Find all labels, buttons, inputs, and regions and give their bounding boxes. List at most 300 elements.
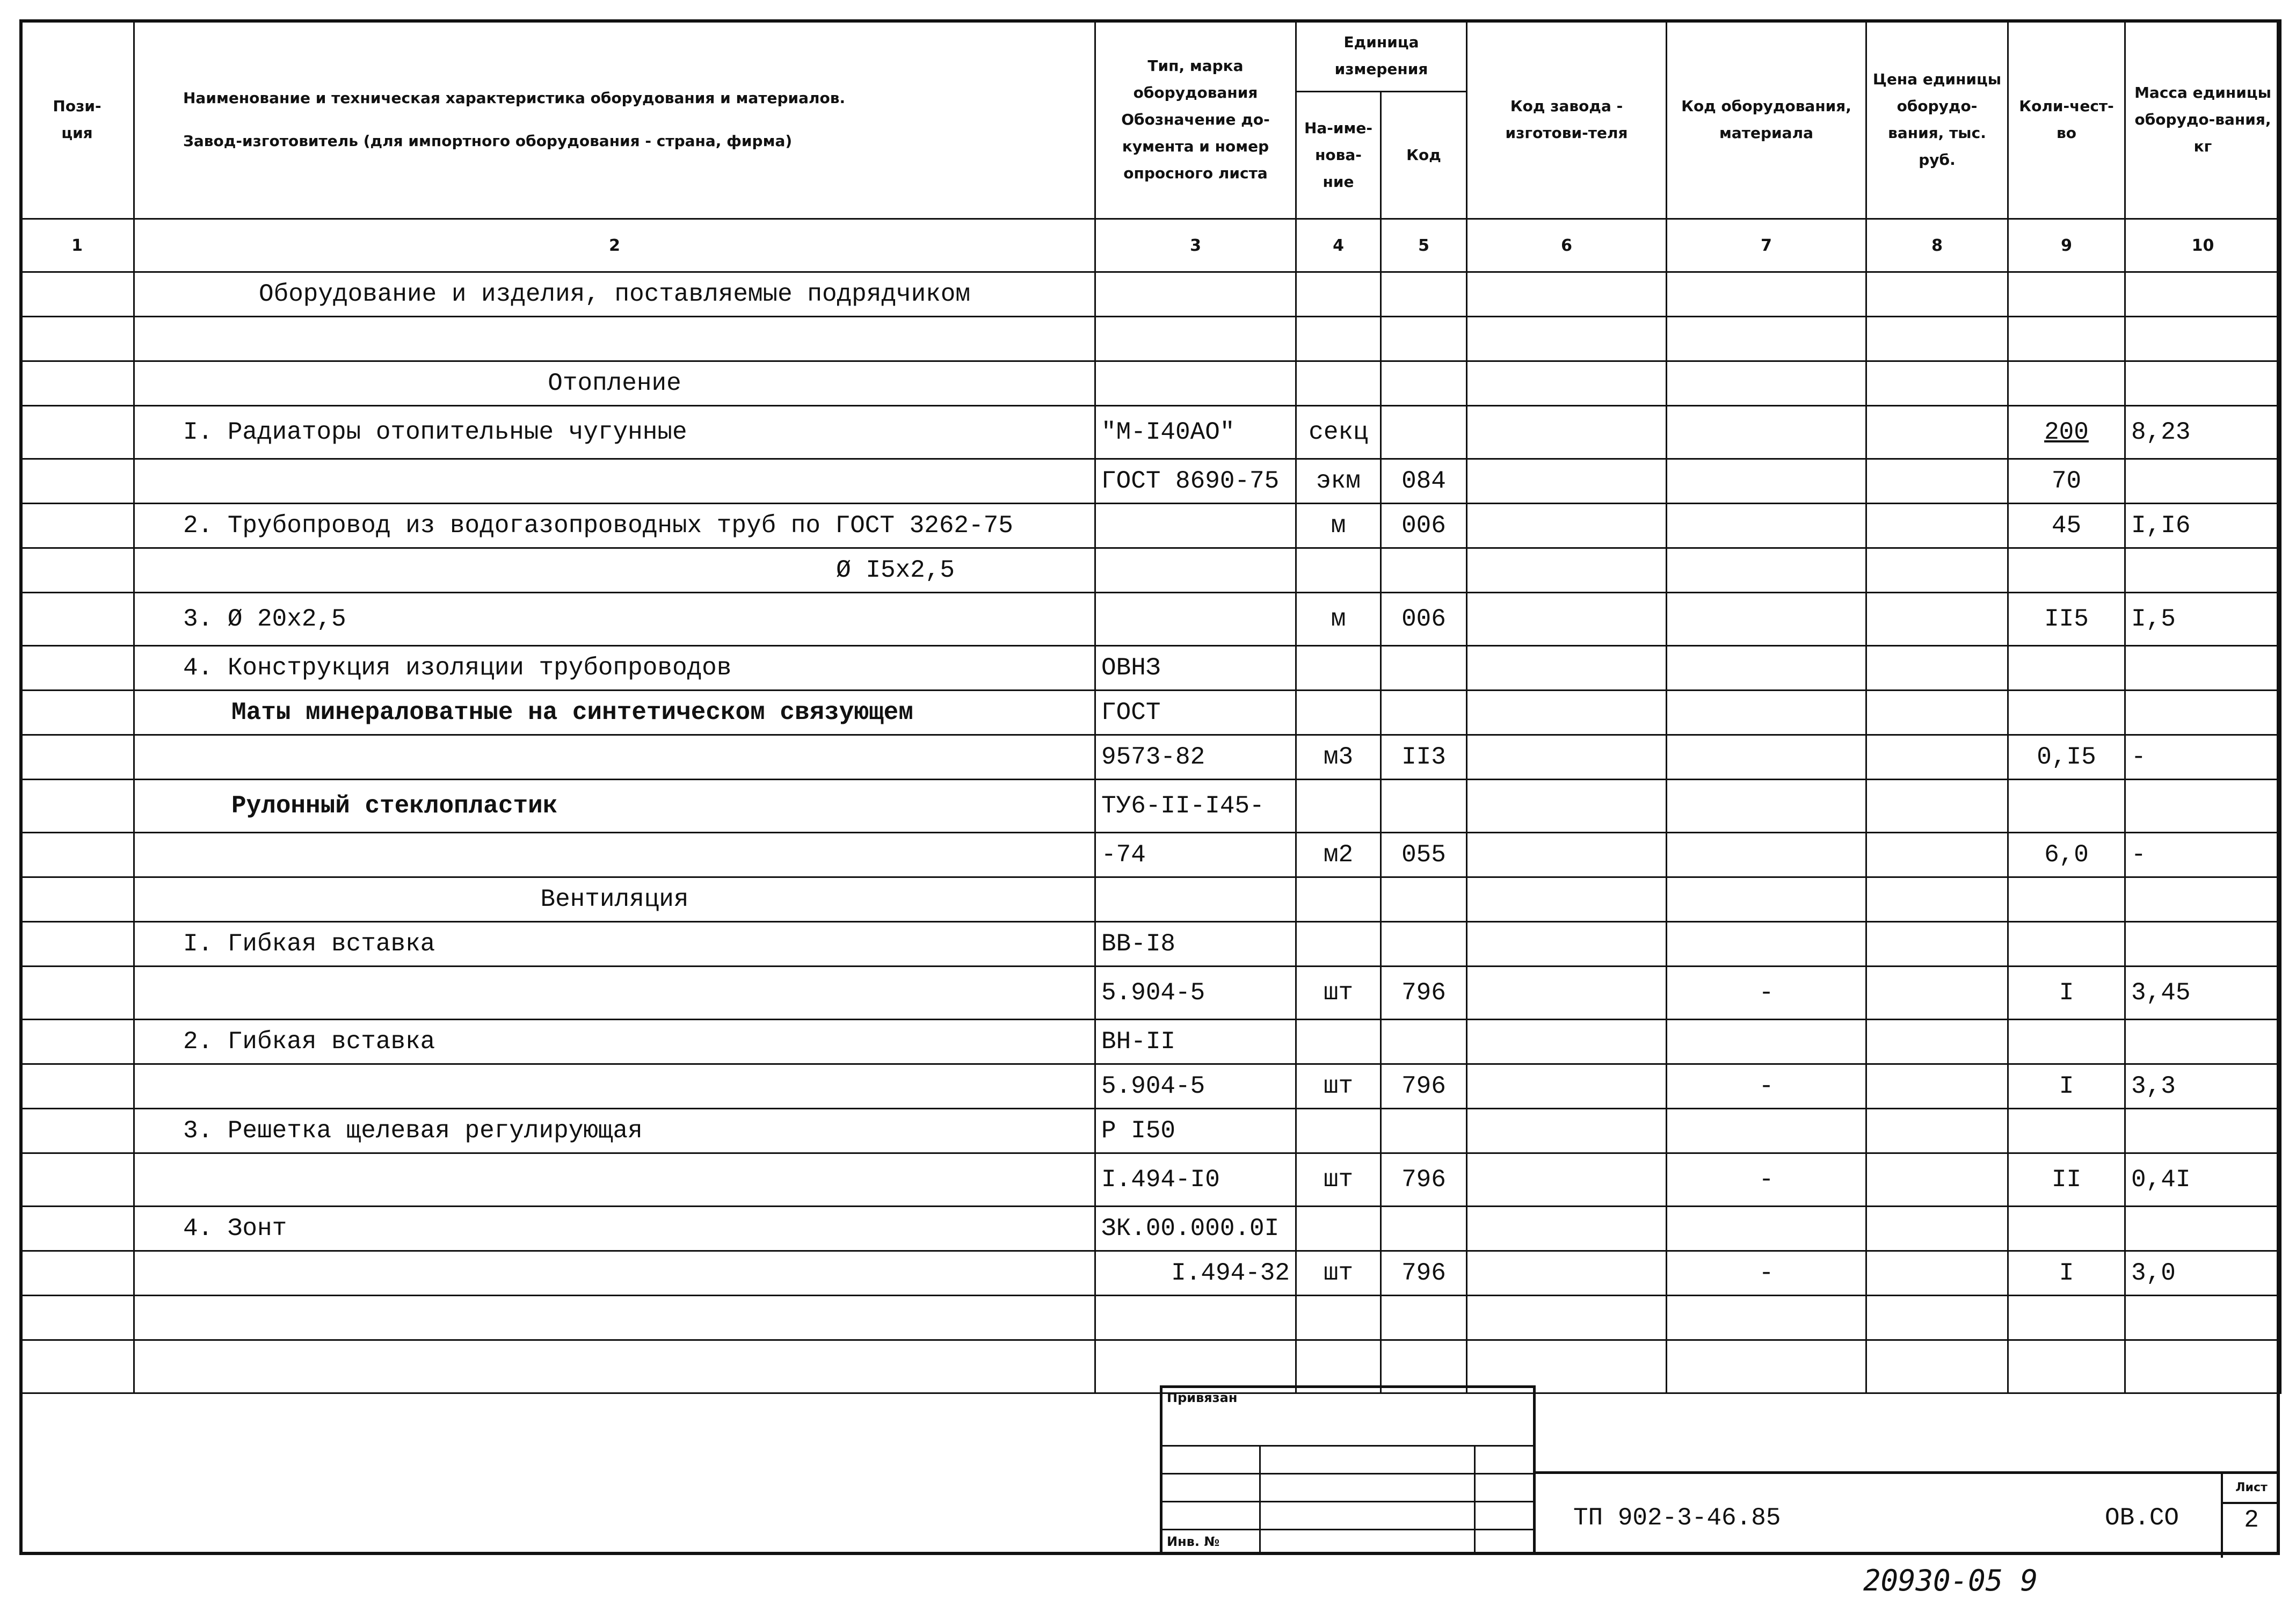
cell-quantity <box>2008 780 2125 833</box>
cell-unit-code <box>1381 1296 1467 1340</box>
table-row <box>20 691 2281 735</box>
cell-manufacturer-code <box>1467 272 1667 317</box>
cell-equipment-code <box>1667 691 1866 735</box>
cell-unit <box>1296 361 1381 406</box>
cell-type: I.494-I0 <box>1095 1153 1296 1207</box>
cell-price <box>1866 1207 2008 1251</box>
cell-mass <box>2125 361 2281 406</box>
cell-name: 2. Трубопровод из водогазопроводных труб по ГОСТ 3262-75 <box>134 504 1095 548</box>
cell-quantity <box>2008 548 2125 593</box>
cell-equipment-code <box>1667 459 1866 504</box>
cell-unit: экм <box>1296 459 1381 504</box>
cell-type: ВВ-I8 <box>1095 922 1296 967</box>
cell-quantity <box>2008 1296 2125 1340</box>
cell-quantity <box>2008 1207 2125 1251</box>
sheet-code: ОВ.СО <box>2105 1504 2179 1532</box>
header-unit-group: Единица измерения <box>1296 20 1467 92</box>
cell-equipment-code <box>1667 1340 1866 1393</box>
cell-price <box>1866 691 2008 735</box>
cell-name: Ø I5х2,5 <box>134 548 1095 593</box>
cell-position <box>20 1109 134 1153</box>
stamp-line <box>1162 1501 1533 1502</box>
cell-equipment-code <box>1667 548 1866 593</box>
cell-unit <box>1296 780 1381 833</box>
cell-price <box>1866 735 2008 780</box>
cell-unit-code <box>1381 272 1467 317</box>
cell-manufacturer-code <box>1467 317 1667 361</box>
cell-quantity: II <box>2008 1153 2125 1207</box>
cell-price <box>1866 548 2008 593</box>
cell-position <box>20 459 134 504</box>
cell-name: 3. Решетка щелевая регулирующая <box>134 1109 1095 1153</box>
cell-manufacturer-code <box>1467 833 1667 877</box>
cell-mass: I,I6 <box>2125 504 2281 548</box>
stamp-inv-label: Инв. № <box>1167 1534 1220 1549</box>
cell-name <box>134 459 1095 504</box>
cell-unit <box>1296 272 1381 317</box>
table-row <box>20 833 2281 877</box>
cell-name: Маты минераловатные на синтетическом связующем <box>134 691 1095 735</box>
cell-name: 4. Конструкция изоляции трубопроводов <box>134 646 1095 691</box>
cell-name: Оборудование и изделия, поставляемые подрядчиком <box>134 272 1095 317</box>
cell-unit-code: 084 <box>1381 459 1467 504</box>
table-row <box>20 922 2281 967</box>
cell-unit <box>1296 317 1381 361</box>
header-equipment-code: Код оборудования, материала <box>1667 20 1866 219</box>
cell-mass: - <box>2125 735 2281 780</box>
cell-type <box>1095 504 1296 548</box>
col-number: 7 <box>1667 219 1866 272</box>
table-row <box>20 459 2281 504</box>
cell-unit-code: II3 <box>1381 735 1467 780</box>
cell-equipment-code <box>1667 833 1866 877</box>
table-row <box>20 646 2281 691</box>
col-number: 4 <box>1296 219 1381 272</box>
cell-price <box>1866 272 2008 317</box>
table-row <box>20 272 2281 317</box>
cell-equipment-code: - <box>1667 1153 1866 1207</box>
table-row <box>20 317 2281 361</box>
cell-unit: м2 <box>1296 833 1381 877</box>
cell-position <box>20 504 134 548</box>
cell-quantity <box>2008 1020 2125 1064</box>
table-row <box>20 1153 2281 1207</box>
cell-unit-code: 006 <box>1381 593 1467 646</box>
cell-type <box>1095 593 1296 646</box>
cell-equipment-code <box>1667 504 1866 548</box>
cell-type: ГОСТ 8690-75 <box>1095 459 1296 504</box>
cell-mass <box>2125 1207 2281 1251</box>
cell-unit: шт <box>1296 967 1381 1020</box>
binding-stamp <box>1160 1385 1536 1555</box>
cell-manufacturer-code <box>1467 1296 1667 1340</box>
cell-name <box>134 1340 1095 1393</box>
cell-equipment-code <box>1667 646 1866 691</box>
cell-type <box>1095 272 1296 317</box>
cell-price <box>1866 504 2008 548</box>
cell-name <box>134 1296 1095 1340</box>
cell-position <box>20 1340 134 1393</box>
cell-equipment-code <box>1667 1296 1866 1340</box>
cell-unit <box>1296 646 1381 691</box>
cell-equipment-code <box>1667 1207 1866 1251</box>
cell-type: "М-I40АО" <box>1095 406 1296 459</box>
cell-manufacturer-code <box>1467 1207 1667 1251</box>
stamp-line <box>1259 1445 1261 1552</box>
cell-quantity <box>2008 877 2125 922</box>
cell-quantity <box>2008 691 2125 735</box>
cell-mass: 8,23 <box>2125 406 2281 459</box>
header-mass: Масса единицы оборудо-вания, кг <box>2125 20 2281 219</box>
cell-type: 9573-82 <box>1095 735 1296 780</box>
cell-mass: I,5 <box>2125 593 2281 646</box>
header-unit-code: Код <box>1381 92 1467 219</box>
cell-unit: м <box>1296 504 1381 548</box>
cell-unit-code <box>1381 548 1467 593</box>
cell-position <box>20 646 134 691</box>
cell-unit-code <box>1381 1020 1467 1064</box>
cell-name <box>134 967 1095 1020</box>
cell-price <box>1866 922 2008 967</box>
cell-name: I. Радиаторы отопительные чугунные <box>134 406 1095 459</box>
cell-quantity: II5 <box>2008 593 2125 646</box>
cell-manufacturer-code <box>1467 1109 1667 1153</box>
cell-quantity <box>2008 922 2125 967</box>
cell-type: 5.904-5 <box>1095 1064 1296 1109</box>
cell-manufacturer-code <box>1467 406 1667 459</box>
cell-manufacturer-code <box>1467 361 1667 406</box>
project-code: ТП 902-3-46.85 <box>1573 1504 1781 1532</box>
cell-manufacturer-code <box>1467 593 1667 646</box>
cell-price <box>1866 459 2008 504</box>
cell-mass <box>2125 922 2281 967</box>
sheet-number: 2 <box>2244 1506 2259 1534</box>
cell-unit-code <box>1381 1109 1467 1153</box>
col-number: 2 <box>134 219 1095 272</box>
cell-manufacturer-code <box>1467 1153 1667 1207</box>
cell-type <box>1095 548 1296 593</box>
cell-name: 2. Гибкая вставка <box>134 1020 1095 1064</box>
cell-unit <box>1296 1020 1381 1064</box>
header-price: Цена единицы оборудо-вания, тыс. руб. <box>1866 20 2008 219</box>
title-block <box>1536 1471 2280 1555</box>
cell-type <box>1095 361 1296 406</box>
cell-price <box>1866 1109 2008 1153</box>
cell-equipment-code <box>1667 877 1866 922</box>
cell-unit-code <box>1381 317 1467 361</box>
table-row <box>20 1340 2281 1393</box>
cell-price <box>1866 406 2008 459</box>
cell-manufacturer-code <box>1467 1251 1667 1296</box>
cell-equipment-code <box>1667 361 1866 406</box>
cell-unit: шт <box>1296 1251 1381 1296</box>
cell-type: 5.904-5 <box>1095 967 1296 1020</box>
cell-position <box>20 1064 134 1109</box>
cell-price <box>1866 1064 2008 1109</box>
sheet-number-box <box>2221 1474 2280 1558</box>
cell-price <box>1866 593 2008 646</box>
col-number: 8 <box>1866 219 2008 272</box>
cell-position <box>20 691 134 735</box>
cell-unit-code <box>1381 361 1467 406</box>
cell-manufacturer-code <box>1467 691 1667 735</box>
table-row <box>20 1064 2281 1109</box>
cell-quantity <box>2008 317 2125 361</box>
cell-mass <box>2125 459 2281 504</box>
header-name-line1: Наименование и техническая характеристика оборудования и материалов. <box>183 89 846 107</box>
cell-quantity <box>2008 1109 2125 1153</box>
stamp-line <box>1162 1529 1533 1530</box>
sheet-label: Лист <box>2223 1474 2280 1504</box>
cell-quantity <box>2008 646 2125 691</box>
cell-unit <box>1296 877 1381 922</box>
cell-position <box>20 1207 134 1251</box>
table-row <box>20 548 2281 593</box>
header-manufacturer-code: Код завода - изготови-теля <box>1467 20 1667 219</box>
cell-position <box>20 1296 134 1340</box>
cell-equipment-code <box>1667 922 1866 967</box>
cell-quantity: 70 <box>2008 459 2125 504</box>
header-unit-name: На-име-нова-ние <box>1296 92 1381 219</box>
cell-name: Вентиляция <box>134 877 1095 922</box>
cell-price <box>1866 1296 2008 1340</box>
cell-equipment-code <box>1667 406 1866 459</box>
col-number: 6 <box>1467 219 1667 272</box>
cell-price <box>1866 317 2008 361</box>
cell-name <box>134 1251 1095 1296</box>
cell-unit-code: 796 <box>1381 1153 1467 1207</box>
cell-unit <box>1296 922 1381 967</box>
cell-manufacturer-code <box>1467 922 1667 967</box>
cell-equipment-code <box>1667 272 1866 317</box>
cell-unit <box>1296 1296 1381 1340</box>
table-row <box>20 735 2281 780</box>
stamp-line <box>1474 1445 1476 1552</box>
table-row <box>20 361 2281 406</box>
cell-name <box>134 1064 1095 1109</box>
cell-manufacturer-code <box>1467 548 1667 593</box>
cell-unit-code <box>1381 1207 1467 1251</box>
cell-position <box>20 780 134 833</box>
stamp-line <box>1162 1445 1533 1447</box>
col-number: 9 <box>2008 219 2125 272</box>
cell-type <box>1095 877 1296 922</box>
cell-unit: шт <box>1296 1064 1381 1109</box>
cell-mass: 0,4I <box>2125 1153 2281 1207</box>
cell-price <box>1866 1020 2008 1064</box>
cell-equipment-code <box>1667 1109 1866 1153</box>
cell-unit-code <box>1381 922 1467 967</box>
cell-unit <box>1296 548 1381 593</box>
cell-mass: 3,3 <box>2125 1064 2281 1109</box>
cell-manufacturer-code <box>1467 735 1667 780</box>
cell-type <box>1095 317 1296 361</box>
table-row <box>20 1251 2281 1296</box>
cell-quantity <box>2008 361 2125 406</box>
cell-equipment-code: - <box>1667 1064 1866 1109</box>
cell-mass <box>2125 646 2281 691</box>
cell-equipment-code <box>1667 735 1866 780</box>
cell-price <box>1866 1153 2008 1207</box>
table-row <box>20 1296 2281 1340</box>
cell-unit-code: 796 <box>1381 1064 1467 1109</box>
stamp-privyazan-label: Привязан <box>1167 1390 1238 1405</box>
table-row <box>20 504 2281 548</box>
cell-price <box>1866 780 2008 833</box>
cell-position <box>20 317 134 361</box>
cell-position <box>20 877 134 922</box>
cell-unit: м3 <box>1296 735 1381 780</box>
cell-price <box>1866 967 2008 1020</box>
specification-rows <box>20 272 2281 1393</box>
cell-position <box>20 593 134 646</box>
cell-unit-code: 055 <box>1381 833 1467 877</box>
cell-mass <box>2125 1296 2281 1340</box>
cell-position <box>20 1153 134 1207</box>
col-number: 1 <box>20 219 134 272</box>
cell-manufacturer-code <box>1467 780 1667 833</box>
cell-price <box>1866 1251 2008 1296</box>
col-number: 3 <box>1095 219 1296 272</box>
table-row <box>20 1207 2281 1251</box>
cell-quantity: I <box>2008 1064 2125 1109</box>
cell-quantity <box>2008 1340 2125 1393</box>
cell-equipment-code: - <box>1667 1251 1866 1296</box>
cell-manufacturer-code <box>1467 1020 1667 1064</box>
cell-name: I. Гибкая вставка <box>134 922 1095 967</box>
cell-position <box>20 1020 134 1064</box>
cell-type: ВН-II <box>1095 1020 1296 1064</box>
cell-mass <box>2125 1109 2281 1153</box>
stamp-line <box>1162 1473 1533 1474</box>
cell-manufacturer-code <box>1467 1064 1667 1109</box>
cell-unit <box>1296 1207 1381 1251</box>
cell-quantity: 0,I5 <box>2008 735 2125 780</box>
cell-quantity: 6,0 <box>2008 833 2125 877</box>
cell-unit: шт <box>1296 1153 1381 1207</box>
cell-name <box>134 317 1095 361</box>
cell-mass: 3,0 <box>2125 1251 2281 1296</box>
cell-unit-code: 796 <box>1381 967 1467 1020</box>
cell-manufacturer-code <box>1467 459 1667 504</box>
header-type: Тип, марка оборудования Обозначение до-кумента и номер опросного листа <box>1095 20 1296 219</box>
cell-type: I.494-32 <box>1095 1251 1296 1296</box>
cell-name: Отопление <box>134 361 1095 406</box>
cell-position <box>20 967 134 1020</box>
cell-position <box>20 922 134 967</box>
cell-manufacturer-code <box>1467 967 1667 1020</box>
header-quantity: Коли-чест-во <box>2008 20 2125 219</box>
cell-price <box>1866 361 2008 406</box>
cell-unit-code <box>1381 691 1467 735</box>
cell-manufacturer-code <box>1467 877 1667 922</box>
cell-unit-code: 006 <box>1381 504 1467 548</box>
cell-manufacturer-code <box>1467 504 1667 548</box>
cell-name <box>134 1153 1095 1207</box>
cell-unit-code <box>1381 780 1467 833</box>
cell-position <box>20 406 134 459</box>
cell-position <box>20 548 134 593</box>
cell-equipment-code: - <box>1667 967 1866 1020</box>
cell-quantity <box>2008 272 2125 317</box>
cell-unit-code <box>1381 646 1467 691</box>
cell-unit-code: 796 <box>1381 1251 1467 1296</box>
cell-name: Рулонный стеклопластик <box>134 780 1095 833</box>
cell-position <box>20 1251 134 1296</box>
cell-mass <box>2125 272 2281 317</box>
cell-type: ОВНЗ <box>1095 646 1296 691</box>
table-row <box>20 1109 2281 1153</box>
col-number: 10 <box>2125 219 2281 272</box>
table-row <box>20 877 2281 922</box>
cell-position <box>20 833 134 877</box>
cell-quantity: 200 <box>2008 406 2125 459</box>
cell-name <box>134 735 1095 780</box>
table-row <box>20 1020 2281 1064</box>
cell-unit: секц <box>1296 406 1381 459</box>
cell-manufacturer-code <box>1467 646 1667 691</box>
cell-equipment-code <box>1667 780 1866 833</box>
cell-equipment-code <box>1667 593 1866 646</box>
cell-type: -74 <box>1095 833 1296 877</box>
specification-table <box>19 19 2282 1394</box>
cell-unit-code <box>1381 406 1467 459</box>
cell-unit <box>1296 691 1381 735</box>
cell-mass <box>2125 1340 2281 1393</box>
cell-quantity: I <box>2008 1251 2125 1296</box>
cell-type: Р I50 <box>1095 1109 1296 1153</box>
cell-mass <box>2125 317 2281 361</box>
header-position: Пози- ция <box>20 20 134 219</box>
cell-mass <box>2125 691 2281 735</box>
cell-mass <box>2125 877 2281 922</box>
document-number: 20930-05 9 <box>1863 1564 2038 1597</box>
cell-mass <box>2125 548 2281 593</box>
cell-type <box>1095 1296 1296 1340</box>
cell-price <box>1866 1340 2008 1393</box>
cell-type: ГОСТ <box>1095 691 1296 735</box>
cell-position <box>20 272 134 317</box>
table-row <box>20 593 2281 646</box>
cell-unit-code <box>1381 877 1467 922</box>
header-name <box>134 20 1095 219</box>
table-row <box>20 967 2281 1020</box>
cell-quantity: I <box>2008 967 2125 1020</box>
cell-position <box>20 361 134 406</box>
cell-mass <box>2125 780 2281 833</box>
cell-price <box>1866 646 2008 691</box>
cell-unit: м <box>1296 593 1381 646</box>
cell-mass: - <box>2125 833 2281 877</box>
table-row <box>20 406 2281 459</box>
cell-price <box>1866 877 2008 922</box>
header-name-line2: Завод-изготовитель (для импортного оборудования - страна, фирма) <box>183 132 793 150</box>
cell-name: 3. Ø 20х2,5 <box>134 593 1095 646</box>
cell-quantity: 45 <box>2008 504 2125 548</box>
cell-name: 4. Зонт <box>134 1207 1095 1251</box>
cell-type: ЗК.00.000.0I <box>1095 1207 1296 1251</box>
table-row <box>20 780 2281 833</box>
cell-name <box>134 833 1095 877</box>
cell-price <box>1866 833 2008 877</box>
cell-equipment-code <box>1667 317 1866 361</box>
cell-equipment-code <box>1667 1020 1866 1064</box>
cell-position <box>20 735 134 780</box>
cell-unit <box>1296 1109 1381 1153</box>
cell-type: ТУ6-II-I45- <box>1095 780 1296 833</box>
cell-mass <box>2125 1020 2281 1064</box>
cell-mass: 3,45 <box>2125 967 2281 1020</box>
